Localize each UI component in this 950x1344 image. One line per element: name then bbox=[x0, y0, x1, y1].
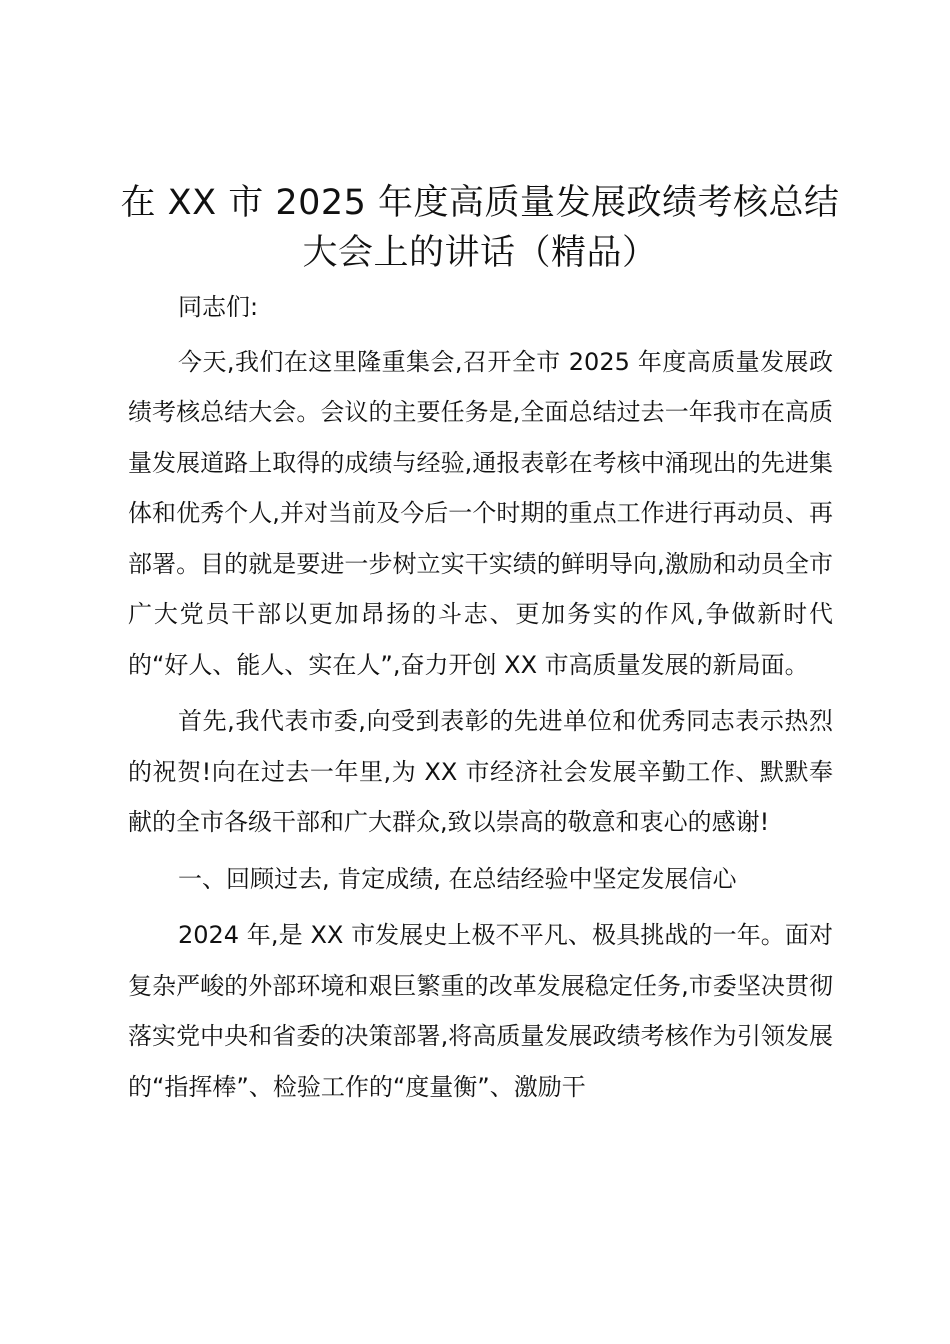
paragraph-review: 2024 年,是 XX 市发展史上极不平凡、极具挑战的一年。面对复杂严峻的外部环境和艰巨繁重的改革发展稳定任务,市委坚决贯彻落实党中央和省委的决策部署,将高质量发展政绩考核作为引领发展的“指挥棒”、检验工作的“度量衡”、激励干 bbox=[128, 921, 833, 1101]
document-title: 在 XX 市 2025 年度高质量发展政绩考核总结大会上的讲话（精品） bbox=[120, 183, 840, 273]
section-heading: 一、回顾过去, 肯定成绩, 在总结经验中坚定发展信心 bbox=[178, 864, 737, 893]
paragraph-opening: 今天,我们在这里隆重集会,召开全市 2025 年度高质量发展政绩考核总结大会。会议的主要任务是,全面总结过去一年我市在高质量发展道路上取得的成绩与经验,通报表彰在考核中涌现出的先进集体和优秀个人,并对当前及今后一个时期的重点工作进行再动员、再部署。目的就是要进一步树立实干实绩的鲜明导向,激励和动员全市广大党员干部以更加昂扬的斗志、更加务实的作风,争做新时代的“好人、能人、实在人”,奋力开创 XX 市高质量发展的新局面。 bbox=[128, 347, 833, 679]
paragraph-congratulations: 首先,我代表市委,向受到表彰的先进单位和优秀同志表示热烈的祝贺!向在过去一年里,为 XX 市经济社会发展辛勤工作、默默奉献的全市各级干部和广大群众,致以崇高的敬意和衷心的感谢! bbox=[128, 707, 833, 836]
salutation: 同志们: bbox=[178, 293, 259, 321]
document-body bbox=[128, 282, 833, 1118]
